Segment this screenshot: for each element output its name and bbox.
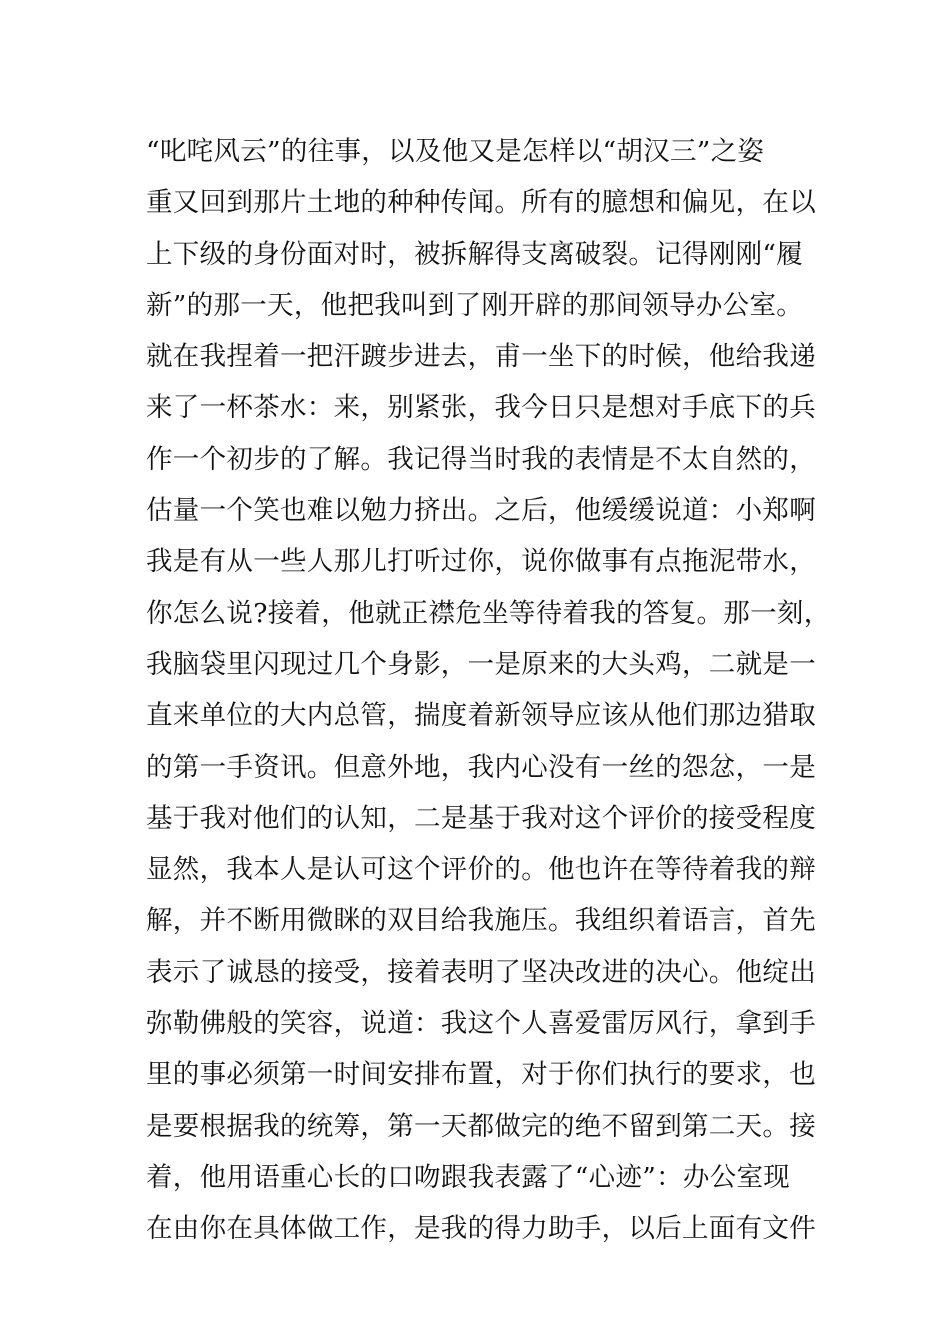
text-line-17: 表示了诚恳的接受，接着表明了坚决改进的决心。他绽出 xyxy=(146,956,816,988)
text-line-4: 新”的那一天，他把我叫到了刚开辟的那间领导办公室。 xyxy=(146,289,804,321)
text-line-6: 来了一杯茶水：来，别紧张，我今日只是想对手底下的兵 xyxy=(146,392,816,424)
text-line-9: 我是有从一些人那儿打听过你，说你做事有点拖泥带水， xyxy=(146,546,816,578)
text-line-19: 里的事必须第一时间安排布置，对于你们执行的要求，也 xyxy=(146,1059,816,1091)
text-line-12: 直来单位的大内总管，揣度着新领导应该从他们那边猎取 xyxy=(146,700,816,732)
text-line-3: 上下级的身份面对时，被拆解得支离破裂。记得刚刚“履 xyxy=(146,238,804,270)
text-line-11: 我脑袋里闪现过几个身影，一是原来的大头鸡，二就是一 xyxy=(146,648,816,680)
text-line-8: 估量一个笑也难以勉力挤出。之后，他缓缓说道：小郑啊 xyxy=(146,495,816,527)
text-line-18: 弥勒佛般的笑容，说道：我这个人喜爱雷厉风行，拿到手 xyxy=(146,1008,816,1040)
body-text xyxy=(146,126,831,1255)
text-line-1: “叱咤风云”的往事，以及他又是怎样以“胡汉三”之姿 xyxy=(146,136,765,167)
text-line-21: 着，他用语重心长的口吻跟我表露了“心迹”：办公室现 xyxy=(146,1161,791,1193)
text-line-13: 的第一手资讯。但意外地，我内心没有一丝的怨忿，一是 xyxy=(146,751,816,783)
text-line-22: 在由你在具体做工作，是我的得力助手，以后上面有文件 xyxy=(146,1213,816,1245)
text-line-14: 基于我对他们的认知，二是基于我对这个评价的接受程度 xyxy=(146,802,816,834)
text-line-20: 是要根据我的统筹，第一天都做完的绝不留到第二天。接 xyxy=(146,1110,816,1142)
text-line-7: 作一个初步的了解。我记得当时我的表情是不太自然的， xyxy=(146,443,816,475)
text-line-15: 显然，我本人是认可这个评价的。他也许在等待着我的辩 xyxy=(146,854,816,886)
text-line-16: 解，并不断用微眯的双目给我施压。我组织着语言，首先 xyxy=(146,905,816,937)
text-line-10: 你怎么说?接着，他就正襟危坐等待着我的答复。那一刻， xyxy=(146,597,831,629)
text-line-2: 重又回到那片土地的种种传闻。所有的臆想和偏见，在以 xyxy=(146,187,816,219)
text-line-5: 就在我捏着一把汗踱步进去，甫一坐下的时候，他给我递 xyxy=(146,341,816,373)
